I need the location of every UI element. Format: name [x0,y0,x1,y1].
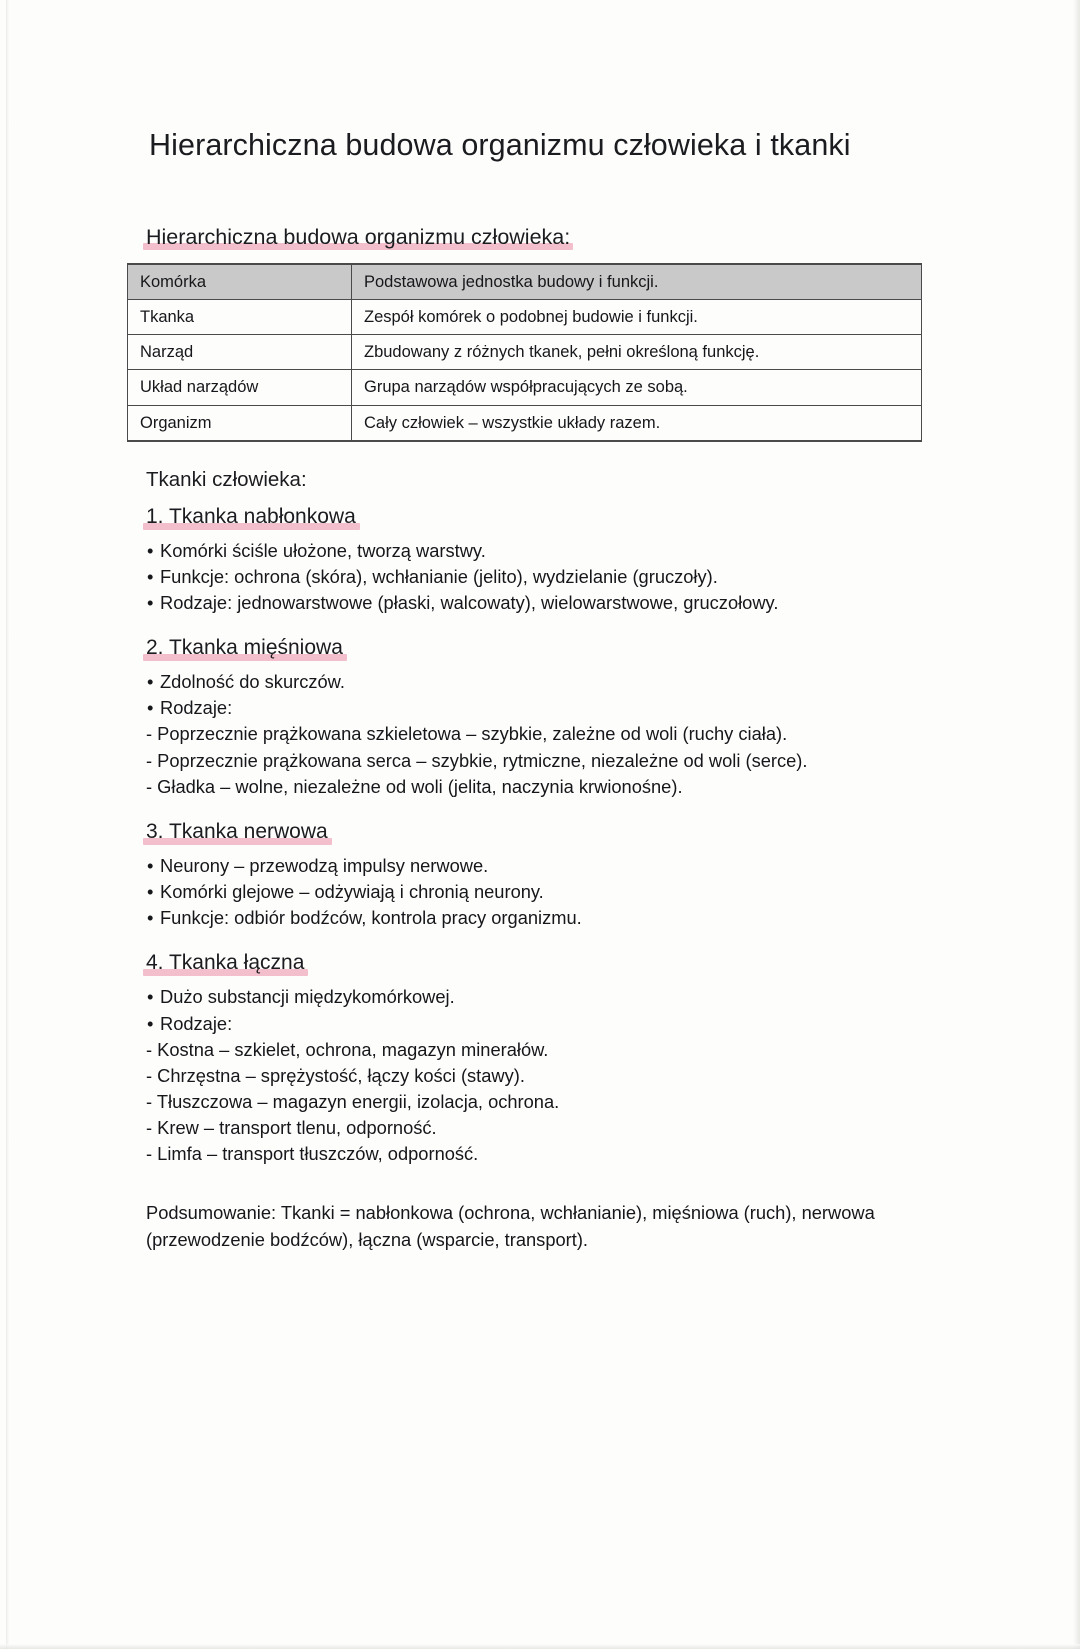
table-cell-definition: Podstawowa jednostka budowy i funkcji. [352,264,922,300]
list-item: • Funkcje: odbiór bodźców, kontrola pracy organizmu. [146,905,927,931]
spacer [127,800,927,820]
spacer [127,616,927,636]
summary-paragraph: Podsumowanie: Tkanki = nabłonkowa (ochrona, wchłanianie), mięśniowa (ruch), nerwowa (przewodzenie bodźców), łączna (wsparcie, transport). [146,1202,875,1250]
list-item: • Funkcje: ochrona (skóra), wchłanianie (jelito), wydzielanie (gruczoły). [146,564,927,590]
table-cell-term: Tkanka [128,300,352,335]
table-row [128,405,922,441]
page-title: Hierarchiczna budowa organizmu człowieka i tkanki [149,128,851,162]
section-3-heading-text: 3. Tkanka nerwowa [146,819,328,843]
table-row [128,335,922,370]
tissue-section-4-list [127,984,927,1167]
page-left-edge [6,0,9,1649]
spacer [127,442,927,468]
tissue-section-3-heading [146,820,328,844]
tissue-section-1-heading [146,505,356,529]
page-bottom-edge [0,1644,1080,1649]
table-cell-definition: Zespół komórek o podobnej budowie i funkcji. [352,300,922,335]
list-item: • Rodzaje: jednowarstwowe (płaski, walcowaty), wielowarstwowe, gruczołowy. [146,590,927,616]
list-item: - Limfa – transport tłuszczów, odporność. [146,1143,479,1165]
hierarchy-table [127,263,922,442]
section-4-heading-text: 4. Tkanka łączna [146,951,305,975]
tissues-heading: Tkanki człowieka: [146,467,307,491]
list-item: - Gładka – wolne, niezależne od woli (jelita, naczynia krwionośne). [146,775,683,797]
table-cell-term: Narząd [128,335,352,370]
tissue-section-4-heading [146,951,304,975]
tissue-section-1 [127,505,927,616]
section-2-heading-text: 2. Tkanka mięśniowa [146,636,343,660]
table-cell-definition: Zbudowany z różnych tkanek, pełni określoną funkcję. [352,335,922,370]
list-item: - Poprzecznie prążkowana szkieletowa – szybkie, zależne od woli (ruchy ciała). [146,723,788,745]
list-item: • Zdolność do skurczów. [146,669,927,695]
subtitle-wrapper [127,225,927,263]
tissue-section-1-list [127,538,927,616]
list-item: - Chrzęstna – sprężystość, łączy kości (stawy). [146,1064,525,1086]
table-cell-definition: Grupa narządów współpracujących ze sobą. [352,370,922,405]
list-item: - Krew – transport tlenu, odporność. [146,1117,437,1139]
tissue-section-2-list [127,669,927,800]
table-cell-term: Organizm [128,405,352,441]
list-item: • Rodzaje: [146,1011,927,1037]
tissue-section-2 [127,636,927,800]
table-row [128,370,922,405]
tissue-section-3-list [127,853,927,931]
document-content [127,128,927,1253]
list-item: • Komórki ściśle ułożone, tworzą warstwy. [146,538,927,564]
list-item: - Tłuszczowa – magazyn energii, izolacja, ochrona. [146,1090,560,1112]
section-1-heading-text: 1. Tkanka nabłonkowa [146,504,356,528]
spacer [127,1167,927,1200]
table-row [128,264,922,300]
list-item: • Komórki glejowe – odżywiają i chronią neurony. [146,879,927,905]
spacer [127,931,927,951]
list-item: • Dużo substancji międzykomórkowej. [146,984,927,1010]
table-cell-term: Komórka [128,264,352,300]
tissue-section-4 [127,951,927,1167]
tissue-section-2-heading [146,636,343,660]
list-item: • Neurony – przewodzą impulsy nerwowe. [146,853,927,879]
page-right-edge [1073,0,1080,1649]
table-cell-definition: Cały człowiek – wszystkie układy razem. [352,405,922,441]
list-item: - Poprzecznie prążkowana serca – szybkie, rytmiczne, niezależne od woli (serce). [146,749,808,771]
document-subtitle [146,225,570,250]
tissue-section-3 [127,820,927,931]
table-row [128,300,922,335]
subtitle-text: Hierarchiczna budowa organizmu człowieka: [146,225,571,249]
table-cell-term: Układ narządów [128,370,352,405]
list-item: - Kostna – szkielet, ochrona, magazyn minerałów. [146,1038,549,1060]
list-item: • Rodzaje: [146,695,927,721]
